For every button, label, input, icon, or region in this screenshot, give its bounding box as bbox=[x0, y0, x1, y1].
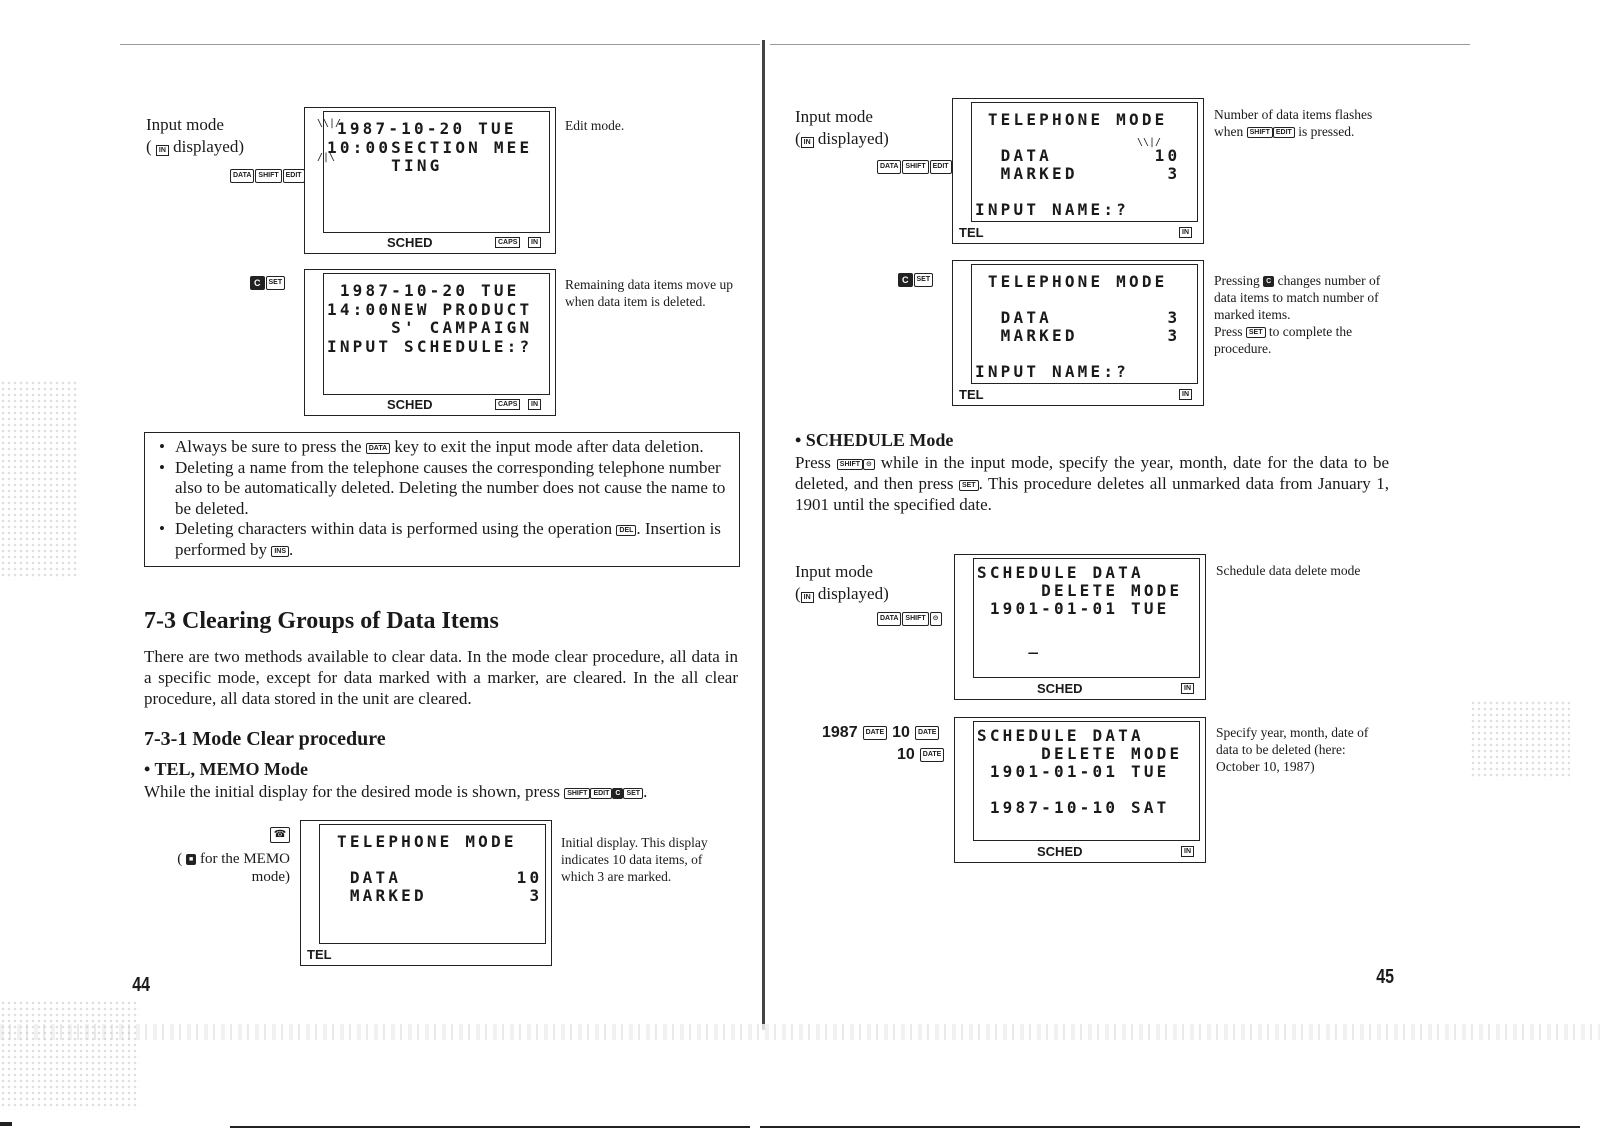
lcd-mode-label: SCHED bbox=[387, 397, 433, 412]
lcd-line: MARKED 3 bbox=[975, 164, 1181, 183]
specify-date-note: Specify year, month, date of data to be deleted (here: October 10, 1987) bbox=[1216, 725, 1369, 774]
telephone-key-icon: ☎ bbox=[270, 827, 290, 843]
lcd-display bbox=[954, 554, 1206, 700]
top-edge-rule bbox=[770, 44, 1470, 45]
note-item: • Deleting a name from the telephone causes the corresponding telephone number also to be automatically deleted. Deleting the number does not cause the name to be deleted. bbox=[145, 458, 735, 520]
edit-key-icon: EDIT bbox=[1273, 127, 1295, 138]
shift-key-icon: SHIFT bbox=[564, 788, 590, 799]
caps-indicator-icon: CAPS bbox=[495, 399, 520, 410]
set-key-icon: SET bbox=[1246, 327, 1266, 338]
set-key: SET bbox=[266, 276, 286, 290]
lcd-line: 14:00NEW PRODUCT bbox=[327, 300, 533, 319]
c-key: C bbox=[898, 273, 913, 287]
note-item: • Deleting characters within data is performed using the operation DEL . Insertion is performed by INS . bbox=[145, 519, 735, 560]
shift-key-icon: SHIFT bbox=[1247, 127, 1273, 138]
edit-key: EDIT bbox=[930, 160, 952, 174]
notes-box bbox=[144, 432, 740, 567]
lcd-line: 1987-10-10 SAT bbox=[977, 798, 1170, 817]
date-key: DATE bbox=[920, 748, 945, 762]
in-indicator-icon: IN bbox=[528, 399, 541, 410]
lcd-line: _ bbox=[977, 635, 1042, 654]
memo-key-icon: ■ bbox=[186, 854, 196, 865]
data-key-icon: DATA bbox=[366, 443, 390, 454]
in-indicator-icon: IN bbox=[1181, 683, 1194, 694]
input-mode-label: Input mode ( IN displayed) bbox=[146, 115, 244, 156]
page-number: 44 bbox=[132, 974, 151, 996]
lcd-line: INPUT SCHEDULE:? bbox=[327, 337, 533, 356]
set-key-icon: SET bbox=[623, 788, 643, 799]
key-sequence bbox=[877, 160, 952, 174]
schedule-instruction: Press SHIFT ⊝ while in the input mode, specify the year, month, date for the data to be deleted, and then press SET . This procedure deletes all unmarked data from January 1, 1901 until the specified date. bbox=[795, 453, 1389, 514]
c-key-icon: C bbox=[612, 788, 623, 799]
in-indicator-icon: IN bbox=[1179, 389, 1192, 400]
lcd-line: MARKED 3 bbox=[337, 886, 543, 905]
date-key: DATE bbox=[863, 726, 888, 740]
lcd-mode-label: TEL bbox=[959, 225, 984, 240]
del-key-icon: DEL bbox=[616, 525, 636, 536]
schedule-delete-note: Schedule data delete mode bbox=[1216, 563, 1361, 578]
key-sequence bbox=[877, 612, 942, 626]
schedule-key-icon: ⊝ bbox=[863, 459, 875, 470]
lcd-line: SCHEDULE DATA bbox=[977, 563, 1144, 582]
lcd-line: TELEPHONE MODE bbox=[975, 110, 1168, 129]
mode-heading: • SCHEDULE Mode bbox=[795, 430, 954, 450]
lcd-mode-label: SCHED bbox=[387, 235, 433, 250]
shift-key-icon: SHIFT bbox=[837, 459, 863, 470]
key-sequence bbox=[250, 276, 285, 290]
lcd-line: DELETE MODE bbox=[977, 744, 1183, 763]
page-number: 45 bbox=[1376, 966, 1395, 988]
lcd-line: TING bbox=[327, 156, 443, 175]
lcd-display bbox=[954, 717, 1206, 863]
scan-speckle bbox=[0, 1000, 140, 1110]
set-key-icon: SET bbox=[959, 480, 979, 491]
data-key: DATA bbox=[877, 612, 901, 626]
lcd-line: 1901-01-01 TUE bbox=[977, 599, 1170, 618]
subsection-title: 7-3-1 Mode Clear procedure bbox=[144, 728, 386, 750]
date-input-sequence: 1987 DATE 10 DATE bbox=[822, 724, 939, 742]
lcd-line: 1901-01-01 TUE bbox=[977, 762, 1170, 781]
in-indicator-icon: IN bbox=[156, 145, 169, 156]
lcd-mode-label: SCHED bbox=[1037, 681, 1083, 696]
c-key-note: Pressing C changes number of data items to match number of marked items. Press SET to complete the procedure. bbox=[1214, 273, 1381, 356]
lcd-line: TELEPHONE MODE bbox=[337, 832, 517, 851]
in-indicator-icon: IN bbox=[1179, 227, 1192, 238]
lcd-line: 10:00SECTION MEE bbox=[327, 138, 533, 157]
lcd-line: MARKED 3 bbox=[975, 326, 1181, 345]
scan-speckle bbox=[0, 380, 80, 580]
data-key: DATA bbox=[877, 160, 901, 174]
scan-speckle bbox=[1470, 700, 1570, 780]
lcd-line: 1987-10-20 TUE bbox=[337, 119, 517, 138]
top-edge-rule bbox=[120, 44, 760, 45]
bottom-mark bbox=[0, 1122, 12, 1126]
c-key: C bbox=[250, 276, 265, 290]
lcd-display bbox=[952, 260, 1204, 406]
edit-key: EDIT bbox=[283, 169, 305, 183]
in-indicator-icon: IN bbox=[801, 137, 814, 148]
memo-key-label: ( ■ for the MEMO mode) bbox=[177, 851, 290, 885]
date-input-sequence: 10 DATE bbox=[897, 746, 944, 764]
flash-indicator-icon: \\|/ bbox=[1137, 137, 1162, 148]
shift-key: SHIFT bbox=[902, 160, 928, 174]
lcd-display bbox=[304, 269, 556, 416]
date-key: DATE bbox=[915, 726, 940, 740]
book-spine bbox=[762, 40, 765, 1030]
flash-note: Number of data items flashes when SHIFT EDIT is pressed. bbox=[1214, 107, 1373, 139]
c-key-icon: C bbox=[1263, 276, 1274, 287]
cursor-flash-icon: \\|/ bbox=[317, 118, 342, 129]
lcd-line: INPUT NAME:? bbox=[975, 362, 1129, 381]
lcd-display bbox=[952, 98, 1204, 244]
bottom-mark bbox=[760, 1126, 1580, 1128]
lcd-line: TELEPHONE MODE bbox=[975, 272, 1168, 291]
set-key: SET bbox=[914, 273, 934, 287]
lcd-display bbox=[304, 107, 556, 254]
in-indicator-icon: IN bbox=[1181, 846, 1194, 857]
shift-key: SHIFT bbox=[255, 169, 281, 183]
key-sequence bbox=[898, 273, 933, 287]
bottom-scan-noise bbox=[0, 1024, 1600, 1040]
bottom-mark bbox=[230, 1126, 750, 1128]
initial-display-note: Initial display. This display indicates 10 data items, of which 3 are marked. bbox=[561, 835, 708, 884]
mode-heading: • TEL, MEMO Mode bbox=[144, 759, 308, 779]
lcd-line: 1987-10-20 TUE bbox=[327, 281, 520, 300]
caps-indicator-icon: CAPS bbox=[495, 237, 520, 248]
in-indicator-icon: IN bbox=[528, 237, 541, 248]
lcd-mode-label: TEL bbox=[307, 947, 332, 962]
lcd-line: DELETE MODE bbox=[977, 581, 1183, 600]
section-body: There are two methods available to clear data. In the mode clear procedure, all data in a specific mode, except for data marked with a marker, are cleared. In the all clear procedure, all data stored in the unit are cleared. bbox=[144, 647, 738, 708]
lcd-mode-label: TEL bbox=[959, 387, 984, 402]
in-indicator-icon: IN bbox=[801, 592, 814, 603]
data-key: DATA bbox=[230, 169, 254, 183]
lcd-line: SCHEDULE DATA bbox=[977, 726, 1144, 745]
edit-mode-note: Edit mode. bbox=[565, 118, 625, 133]
lcd-line: DATA 10 bbox=[337, 868, 543, 887]
input-mode-label: Input mode ( IN displayed) bbox=[795, 107, 889, 148]
lcd-line: DATA 10 bbox=[975, 146, 1181, 165]
input-mode-label: Input mode ( IN displayed) bbox=[795, 562, 889, 603]
tel-memo-instruction: While the initial display for the desired mode is shown, press SHIFT EDIT C SET . bbox=[144, 782, 648, 801]
lcd-mode-label: SCHED bbox=[1037, 844, 1083, 859]
cursor-flash-icon: /|\ bbox=[317, 152, 336, 163]
note-item: • Always be sure to press the DATA key to exit the input mode after data deletion. bbox=[145, 437, 735, 458]
key-sequence bbox=[230, 169, 305, 183]
lcd-line: S' CAMPAIGN bbox=[327, 318, 533, 337]
schedule-key: ⊝ bbox=[930, 612, 942, 626]
lcd-line: DATA 3 bbox=[975, 308, 1181, 327]
lcd-display bbox=[300, 820, 552, 966]
section-title: 7-3 Clearing Groups of Data Items bbox=[144, 608, 499, 634]
delete-note: Remaining data items move up when data item is deleted. bbox=[565, 277, 733, 309]
ins-key-icon: INS bbox=[271, 546, 289, 557]
shift-key: SHIFT bbox=[902, 612, 928, 626]
lcd-line: INPUT NAME:? bbox=[975, 200, 1129, 219]
edit-key-icon: EDIT bbox=[590, 788, 612, 799]
